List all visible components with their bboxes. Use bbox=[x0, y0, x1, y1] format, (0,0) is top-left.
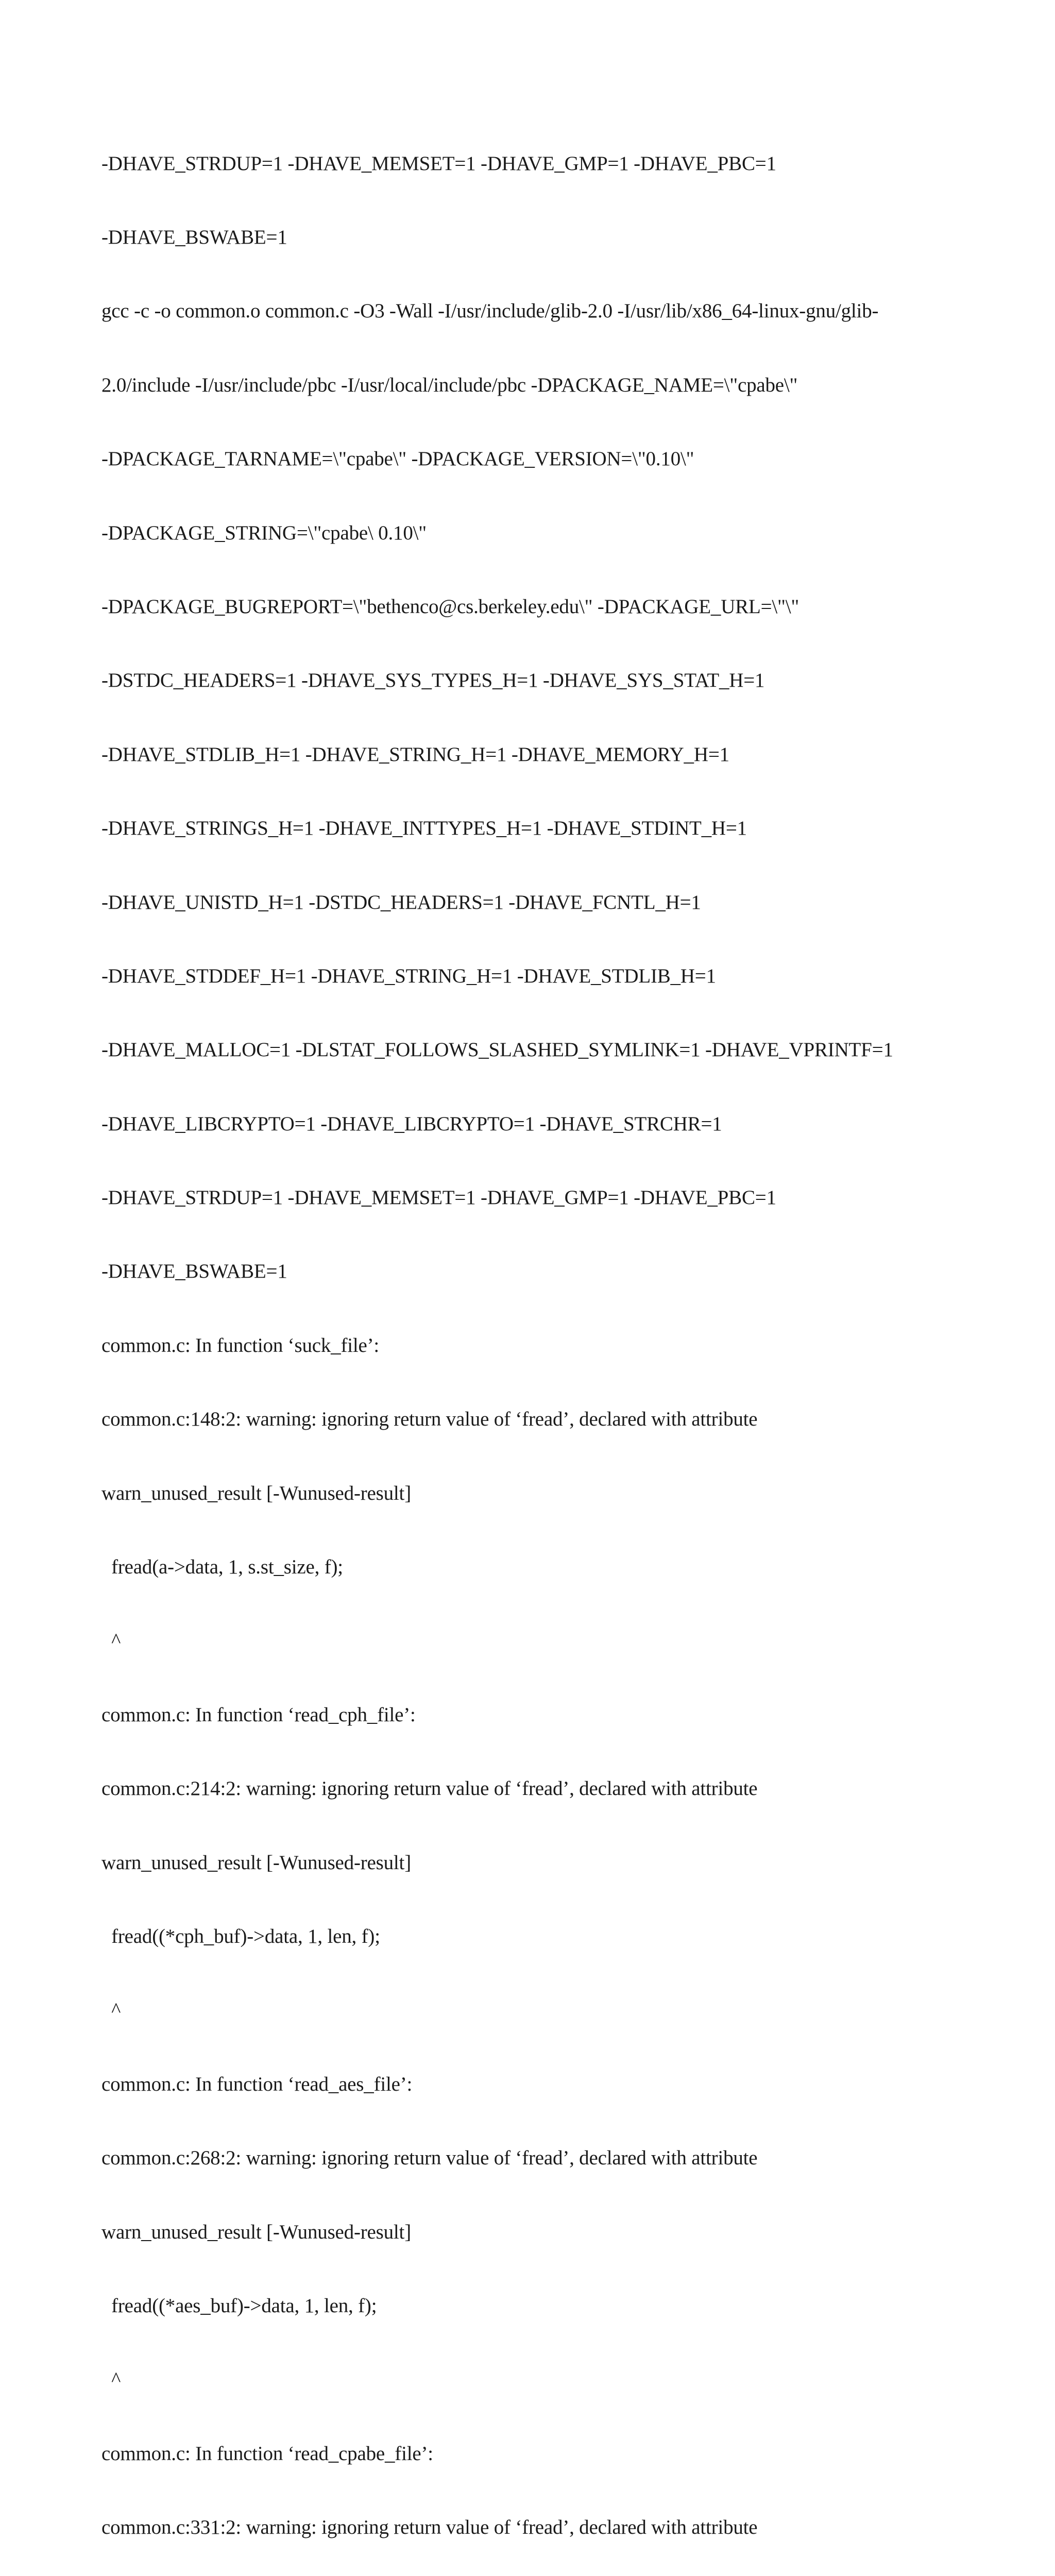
log-line: common.c: In function ‘read_aes_file’: bbox=[101, 2073, 413, 2095]
log-line: ^ bbox=[101, 2368, 121, 2391]
log-line: -DHAVE_STRDUP=1 -DHAVE_MEMSET=1 -DHAVE_GMP=1 -DHAVE_PBC=1 bbox=[101, 152, 776, 175]
log-line: fread(a->data, 1, s.st_size, f); bbox=[101, 1556, 343, 1579]
log-line: -DHAVE_STDDEF_H=1 -DHAVE_STRING_H=1 -DHAVE_STDLIB_H=1 bbox=[101, 964, 716, 987]
log-line: -DHAVE_BSWABE=1 bbox=[101, 1260, 287, 1283]
log-line: -DHAVE_STDLIB_H=1 -DHAVE_STRING_H=1 -DHAVE_MEMORY_H=1 bbox=[101, 743, 729, 766]
log-line: -DPACKAGE_TARNAME=\"cpabe\" -DPACKAGE_VERSION=\"0.10\" bbox=[101, 448, 694, 470]
log-line: warn_unused_result [-Wunused-result] bbox=[101, 1482, 411, 1504]
log-line: -DHAVE_BSWABE=1 bbox=[101, 226, 287, 248]
log-line: -DHAVE_LIBCRYPTO=1 -DHAVE_LIBCRYPTO=1 -DHAVE_STRCHR=1 bbox=[101, 1112, 722, 1135]
log-line: -DHAVE_STRINGS_H=1 -DHAVE_INTTYPES_H=1 -DHAVE_STDINT_H=1 bbox=[101, 817, 747, 840]
log-line: common.c: In function ‘suck_file’: bbox=[101, 1334, 380, 1357]
log-line: -DHAVE_STRDUP=1 -DHAVE_MEMSET=1 -DHAVE_GMP=1 -DHAVE_PBC=1 bbox=[101, 1187, 776, 1209]
log-line: -DPACKAGE_BUGREPORT=\"bethenco@cs.berkeley.edu\" -DPACKAGE_URL=\"\" bbox=[101, 595, 799, 618]
log-line: common.c:268:2: warning: ignoring return value of ‘fread’, declared with attribute bbox=[101, 2147, 758, 2170]
log-line: 2.0/include -I/usr/include/pbc -I/usr/local/include/pbc -DPACKAGE_NAME=\"cpabe\" bbox=[101, 374, 798, 396]
log-line: -DHAVE_MALLOC=1 -DLSTAT_FOLLOWS_SLASHED_SYMLINK=1 -DHAVE_VPRINTF=1 bbox=[101, 1039, 893, 1061]
log-line: warn_unused_result [-Wunused-result] bbox=[101, 1851, 411, 1874]
log-line: gcc -c -o common.o common.c -O3 -Wall -I/usr/include/glib-2.0 -I/usr/lib/x86_64-linux-gnu/glib- bbox=[101, 300, 879, 323]
log-line: -DPACKAGE_STRING=\"cpabe\ 0.10\" bbox=[101, 521, 427, 544]
log-line: warn_unused_result [-Wunused-result] bbox=[101, 2221, 411, 2243]
log-line: ^ bbox=[101, 1630, 121, 1652]
log-line: common.c:331:2: warning: ignoring return value of ‘fread’, declared with attribute bbox=[101, 2516, 758, 2539]
log-line: -DHAVE_UNISTD_H=1 -DSTDC_HEADERS=1 -DHAVE_FCNTL_H=1 bbox=[101, 891, 701, 913]
log-line: common.c:214:2: warning: ignoring return value of ‘fread’, declared with attribute bbox=[101, 1777, 758, 1800]
log-line: -DSTDC_HEADERS=1 -DHAVE_SYS_TYPES_H=1 -DHAVE_SYS_STAT_H=1 bbox=[101, 669, 765, 692]
log-line: ^ bbox=[101, 1999, 121, 2022]
log-line: common.c: In function ‘read_cph_file’: bbox=[101, 1703, 416, 1726]
log-line: common.c:148:2: warning: ignoring return value of ‘fread’, declared with attribute bbox=[101, 1408, 758, 1431]
build-log-text bbox=[101, 102, 1018, 2576]
log-line: fread((*cph_buf)->data, 1, len, f); bbox=[101, 1925, 380, 1947]
log-line: common.c: In function ‘read_cpabe_file’: bbox=[101, 2442, 433, 2465]
log-line: fread((*aes_buf)->data, 1, len, f); bbox=[101, 2294, 377, 2317]
